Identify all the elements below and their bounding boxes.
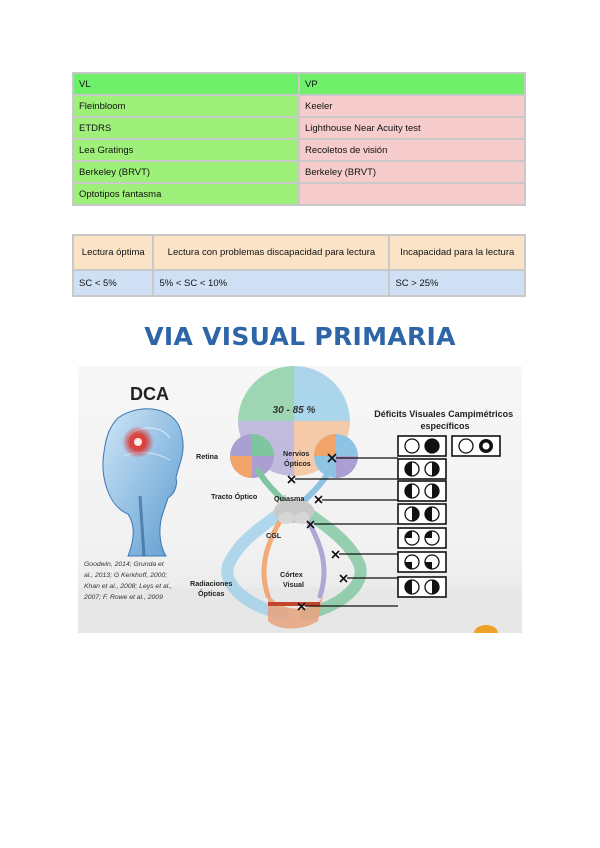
header-cell-problems: Lectura con problemas discapacidad para lectura [153,235,389,270]
visual-tests-row [73,161,525,183]
citation-line: 2007; F. Rowe et al., 2009 [84,594,163,601]
visual-pathway-figure [78,366,522,633]
value-cell-optimal: SC < 5% [73,270,153,296]
reading-capacity-value-row [73,270,525,296]
header-cell-incapacity: Incapacidad para la lectura [389,235,525,270]
label-tracto: Tracto Óptico [211,492,258,501]
label-radiaciones: Radiaciones [190,579,233,588]
vp-cell: VP [299,73,525,95]
citation-line: Khan et al., 2008; Leys et al., [84,583,173,590]
deficits-title-line: específicos [420,421,470,431]
visual-field-icon [479,439,493,453]
field-deficit-box [398,459,446,479]
visual-field-icon [405,439,419,453]
vl-cell: Lea Gratings [73,139,299,161]
field-deficit-box [398,577,446,597]
label-cgl: CGL [266,531,282,540]
field-deficit-box [452,436,500,456]
visual-pathway-diagram [78,366,522,633]
citation-line: al., 2013; G Kerkhoff, 2000; [84,572,168,579]
citation-line: Goodwin, 2014; Grunda et [84,561,164,568]
visual-field-icon [405,555,419,569]
vl-cell: Optotipos fantasma [73,183,299,205]
label-cortex: Córtex [280,570,303,579]
label-retina: Retina [196,452,218,461]
visual-field-icon [459,439,473,453]
value-cell-incapacity: SC > 25% [389,270,525,296]
visual-field-icon [425,507,439,521]
vp-cell: Recoletos de visión [299,139,525,161]
vp-cell: Keeler [299,95,525,117]
visual-tests-header-row [73,73,525,95]
vl-cell: ETDRS [73,117,299,139]
deficits-title-line: Déficits Visuales Campimétricos [374,409,514,419]
vp-cell: Lighthouse Near Acuity test [299,117,525,139]
field-deficit-box [398,481,446,501]
header-cell-optimal: Lectura óptima [73,235,153,270]
dca-label: DCA [130,384,169,404]
label-opticas: Ópticas [198,589,225,598]
percentage-label: 30 - 85 % [272,405,316,416]
visual-field-icon [405,531,419,545]
reading-capacity-header-row [73,235,525,270]
label-visual: Visual [283,580,305,589]
visual-field-icon [425,439,439,453]
visual-field-icon [405,484,419,498]
visual-field-icon [425,531,439,545]
visual-tests-row [73,139,525,161]
visual-tests-row [73,117,525,139]
vl-cell: VL [73,73,299,95]
page-title: VIA VISUAL PRIMARIA [144,322,456,351]
visual-field-icon [405,507,419,521]
visual-field-icon [425,462,439,476]
label-opticos: Ópticos [284,459,311,468]
visual-field-icon [405,462,419,476]
label-nervios: Nervios [283,449,310,458]
field-deficit-box [398,528,446,548]
visual-tests-table [72,72,526,206]
label-quiasma: Quiasma [274,494,305,503]
visual-field-icon [425,555,439,569]
visual-tests-row [73,95,525,117]
value-cell-problems: 5% < SC < 10% [153,270,389,296]
left-eye [230,434,274,478]
visual-field-icon [425,580,439,594]
field-deficit-box [398,552,446,572]
field-deficit-box [398,504,446,524]
vl-cell: Berkeley (BRVT) [73,161,299,183]
field-deficit-box [398,436,446,456]
visual-field-icon [405,580,419,594]
reading-capacity-table [72,234,526,297]
visual-field-icon [425,484,439,498]
right-eye [314,434,358,478]
vp-cell [299,183,525,205]
vp-cell: Berkeley (BRVT) [299,161,525,183]
visual-tests-row [73,183,525,205]
vl-cell: Fleinbloom [73,95,299,117]
